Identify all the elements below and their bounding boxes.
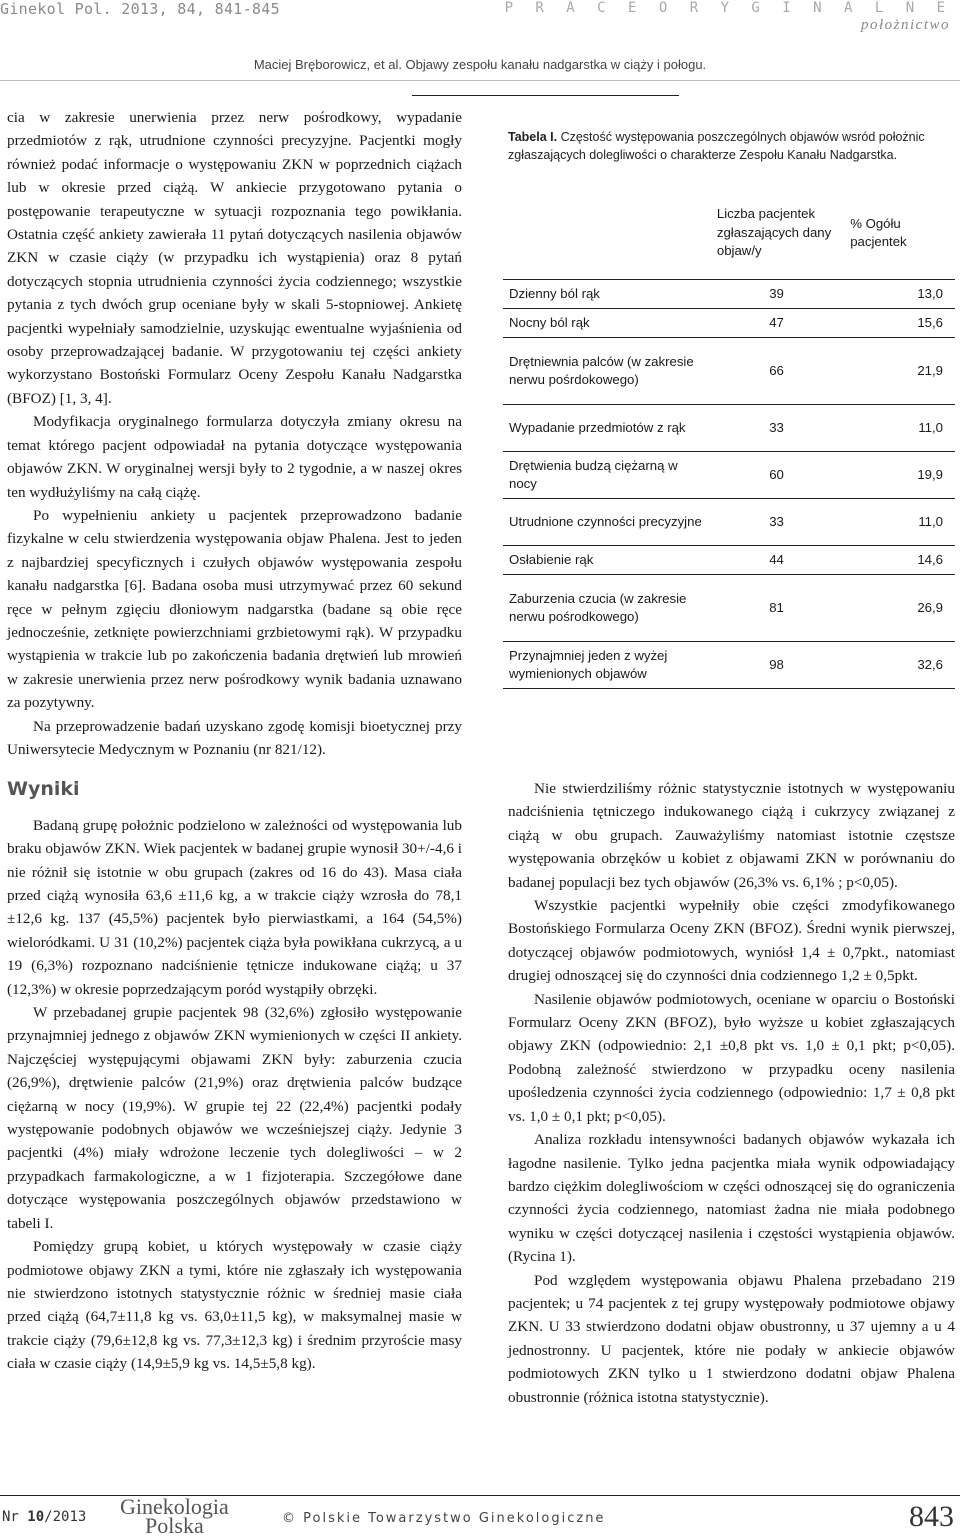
symptom-percent: 21,9 bbox=[840, 338, 955, 405]
section-label: P R A C E O R Y G I N A L N E bbox=[504, 0, 952, 16]
body-paragraph: Modyfikacja oryginalnego formularza dotyczyła zmiany okresu na temat którego pacjent odpowiadał na pytania dotyczące występowania objawów ZKN. W oryginalnej wersji były to 2 tygodnie, a w naszej okres ten wydłużyliśmy na całą ciążę. bbox=[7, 413, 462, 501]
body-paragraph: Nasilenie objawów podmiotowych, oceniane w oparciu o Bostoński Formularz Oceny ZKN (BFOZ), było wyższe u kobiet zgłaszających objawy ZKN (odpowiednio: 2,1 ±0,8 pkt vs. 1,0 ± 0,1 pkt; p<0,05). Podobną zależność stwierdzono w przypadku oceny nasilenia upośledzenia czynności życia codziennego (odpowiednio: 1,7 ± 0,8 pkt vs. 1,0 ± 0,1 pkt; p<0,05). bbox=[508, 990, 955, 1125]
symptom-count: 66 bbox=[713, 338, 840, 405]
symptom-count: 98 bbox=[713, 642, 840, 689]
body-paragraph: cia w zakresie unerwienia przez nerw pośrodkowy, wypadanie przedmiotów z rąk, utrudnione czynności precyzyjne. Pacjentki mogły również podać informacje o występowaniu ZKN w poprzednich ciążach lub w okresie przed ciążą. W ankiecie przygotowano pytania o postępowanie terapeutyczne w sytuacji rozpoznania tego powikłania. Ostatnia część ankiety zawierała 11 pytań dotyczących nasilenia objawów ZKN w czasie ciąży (w przypadku ich wystąpienia) oraz 8 pytań dotyczących stopnia utrudnienia czynności życia codziennego; wszystkie pytania z tych dwóch grup oceniane były w skali 5-stopniowej. Ankietę pacjentki wypełniały samodzielnie, uzyskując ewentualne wyjaśnienia od osoby przeprowadzającej badanie. W przygotowaniu tej części ankiety wykorzystano Bostoński Formularz Oceny Zespołu Kanału Nadgarstka (BFOZ) [1, 3, 4]. bbox=[7, 109, 462, 407]
symptom-percent: 15,6 bbox=[840, 309, 955, 338]
body-paragraph: Wszystkie pacjentki wypełniły obie części zmodyfikowanego Bostońskiego Formularza Oceny ZKN (BFOZ). Średni wynik pierwszej, dotyczącej objawów podmiotowych, wyniósł 1,4 ± 0,7pkt., natomiast drugiej odnoszącej się do czynności dnia codziennego 1,2 ± 0,5pkt. bbox=[508, 897, 955, 985]
section-heading-results: Wyniki bbox=[7, 778, 80, 801]
table-row bbox=[503, 546, 955, 575]
table-row bbox=[503, 642, 955, 689]
table-caption bbox=[508, 128, 955, 164]
symptom-count: 33 bbox=[713, 499, 840, 546]
left-column bbox=[7, 106, 462, 1376]
body-paragraph: Po wypełnieniu ankiety u pacjentek przeprowadzono badanie fizykalne w celu stwierdzenia występowania objaw Phalena. Jest to jeden z najbardziej specyficznych i czułych objawów występowania zespołu kanału nadgarstka [6]. Badana osoba musi utrzymywać przez 60 sekund ręce w pełnym zgięciu dłoniowym nadgarstka (badane są obie ręce jednocześnie, zetknięte powierzchniami grzbietowymi rąk). W przypadku wystąpienia w trakcie lub po zakończenia badania drętwień lub mrowień w zakresie unerwienia przez nerw pośrodkowy wynik badania uznawano za pozytywny. bbox=[7, 506, 462, 712]
symptom-percent: 26,9 bbox=[840, 575, 955, 642]
symptom-label: Utrudnione czynności precyzyjne bbox=[503, 499, 713, 546]
symptom-count: 81 bbox=[713, 575, 840, 642]
symptom-table bbox=[503, 187, 955, 689]
journal-logo bbox=[120, 1494, 229, 1538]
symptom-count: 33 bbox=[713, 405, 840, 452]
symptom-label: Wypadanie przedmiotów z rąk bbox=[503, 405, 713, 452]
table-caption-text: Częstość występowania poszczególnych objawów wsród położnic zgłaszających dolegliwości o charakterze Zespołu Kanału Nadgarstka. bbox=[508, 130, 925, 162]
table-row bbox=[503, 280, 955, 309]
header-underline bbox=[412, 95, 679, 96]
running-head: Maciej Bręborowicz, et al. Objawy zespołu kanału nadgarstka w ciąży i połogu. bbox=[253, 57, 707, 72]
symptom-label: Drętniewnia palców (w zakresie nerwu pośrdokowego) bbox=[503, 338, 713, 405]
results-paragraph: W przebadanej grupie pacjentek 98 (32,6%) zgłosiło występowanie przynajmniej jednego z objawów ZKN wymienionych w części II ankiety. Najczęściej występującymi objawami ZKN były: zaburzenia czucia (26,9%), drętwienie palców (21,9%) oraz drętwienia palców budzące ciężarną w nocy (19,9%). W grupie tej 22 (22,4%) pacjentki podały występowanie podobnych objawów we wcześniejszej ciąży. Jedynie 3 pacjentki (4%) miały wdrożone leczenie tych dolegliwości – w 2 przypadkach farmakologiczne, a w 1 fizjoterapia. Szczegółowe dane dotyczące występowania poszczególnych objawów przedstawiono w tabeli I. bbox=[7, 1004, 462, 1232]
results-paragraph: Pomiędzy grupą kobiet, u których występowały w czasie ciąży podmiotowe objawy ZKN a tymi, które nie zgłaszały ich występowania nie stwierdzono istotnych statystycznie różnic w średniej masie ciała przed ciążą (64,7±11,8 kg vs. 63,0±11,5 kg), w maksymalnej masie w trakcie ciąży (79,6±12,8 kg vs. 77,3±12,3 kg) i średnim przyroście masy ciała w czasie ciąży (14,9±5,9 kg vs. 14,5±5,8 kg). bbox=[7, 1238, 462, 1373]
symptom-label: Dzienny ból rąk bbox=[503, 280, 713, 309]
header-rule bbox=[0, 80, 960, 81]
symptom-count: 39 bbox=[713, 280, 840, 309]
symptom-label: Przynajmniej jeden z wyżej wymienionych objawów bbox=[503, 642, 713, 689]
table-row bbox=[503, 499, 955, 546]
symptom-percent: 11,0 bbox=[840, 499, 955, 546]
table-caption-label: Tabela I. bbox=[508, 130, 558, 144]
issue-number-value: 10 bbox=[27, 1509, 45, 1525]
journal-citation: Ginekol Pol. 2013, 84, 841-845 bbox=[0, 0, 280, 18]
table-row bbox=[503, 575, 955, 642]
logo-line-2: Polska bbox=[145, 1513, 204, 1538]
logo-line-1: Ginekologia bbox=[120, 1494, 229, 1519]
body-paragraph: Nie stwierdziliśmy różnic statystycznie istotnych w występowaniu nadciśnienia tętniczego indukowanego ciążą i cukrzycy związanej z ciążą w obu grupach. Zauważyliśmy natomiast istotnie częstsze występowania obrzęków u kobiet z objawami ZKN w porównaniu do badanej populacji bez tych objawów (26,3% vs. 6,1% ; p<0,05). bbox=[508, 780, 955, 891]
symptom-count: 47 bbox=[713, 309, 840, 338]
table-row bbox=[503, 338, 955, 405]
results-paragraph: Badaną grupę położnic podzielono w zależności od występowania lub braku objawów ZKN. Wiek pacjentek w badanej grupie wynosił 30+/-4,6 i nie różnił się istotnie w obu grupach (zakres od 16 do 43). Masa ciała przed ciążą wynosiła 63,6 ±11,6 kg, a w trakcie ciąży wzrosła do 78,1 ±12,6 kg. 137 (45,5%) pacjentek było pierwiastkami, a 164 (54,5%) wieloródkami. U 31 (10,2%) pacjentek ciąża była powikłana cukrzycą, a u 19 (6,3%) rozpoznano nadciśnienie tętnicze indukowane ciążą; u 37 (12,3%) w okresie poprzedzającym poród wystąpiły obrzęki. bbox=[7, 816, 462, 998]
body-paragraph: Na przeprowadzenie badań uzyskano zgodę komisji bioetycznej przy Uniwersytecie Medycznym w Poznaniu (nr 821/12). bbox=[7, 717, 462, 758]
issue-year: /2013 bbox=[44, 1509, 87, 1525]
table-header-cell: % Ogółu pacjentek bbox=[840, 187, 955, 280]
right-column bbox=[508, 777, 955, 1409]
symptom-percent: 13,0 bbox=[840, 280, 955, 309]
table-row bbox=[503, 405, 955, 452]
copyright: © Polskie Towarzystwo Ginekologiczne bbox=[282, 1511, 606, 1526]
symptom-label: Zaburzenia czucia (w zakresie nerwu pośrodkowego) bbox=[503, 575, 713, 642]
body-paragraph: Pod względem występowania objawu Phalena przebadano 219 pacjentek; u 74 pacjentek z tej grupy występowały podmiotowe objawy ZKN. U 33 stwierdzono dodatni objaw obustronny, u 37 ujemny a u 4 jednostronny. U pacjentek, które nie podały w ankiecie objawów podmiotowych ZKN tylko u 1 stwierdzono dodatni objaw Phalena obustronnie (różnica istotna statystycznie). bbox=[508, 1271, 955, 1406]
symptom-percent: 19,9 bbox=[840, 452, 955, 499]
symptom-percent: 14,6 bbox=[840, 546, 955, 575]
symptom-percent: 11,0 bbox=[840, 405, 955, 452]
body-paragraph: Analiza rozkładu intensywności badanych objawów wykazała ich łagodne nasilenie. Tylko jedna pacjentka miała wynik odpowiadający bardzo ciężkim dolegliwościom w części odnoszącej się do ograniczenia czynności życia codziennego, natomiast żadna nie miała podobnego wyniku w części dotyczącej nasilenia i częstości wystąpienia objawów. (Rycina 1). bbox=[508, 1131, 955, 1266]
table-header-cell bbox=[503, 187, 713, 280]
table-row bbox=[503, 309, 955, 338]
symptom-label: Osłabienie rąk bbox=[503, 546, 713, 575]
symptom-label: Drętwienia budzą ciężarną w nocy bbox=[503, 452, 713, 499]
table-row bbox=[503, 452, 955, 499]
table-header-cell: Liczba pacjentek zgłaszających dany objaw/y bbox=[713, 187, 840, 280]
subsection-label: położnictwo bbox=[860, 17, 950, 33]
page-number: 843 bbox=[909, 1500, 954, 1533]
issue-prefix: Nr bbox=[2, 1509, 19, 1525]
symptom-label: Nocny ból rąk bbox=[503, 309, 713, 338]
symptom-percent: 32,6 bbox=[840, 642, 955, 689]
symptom-count: 60 bbox=[713, 452, 840, 499]
issue-number bbox=[2, 1509, 86, 1525]
symptom-count: 44 bbox=[713, 546, 840, 575]
